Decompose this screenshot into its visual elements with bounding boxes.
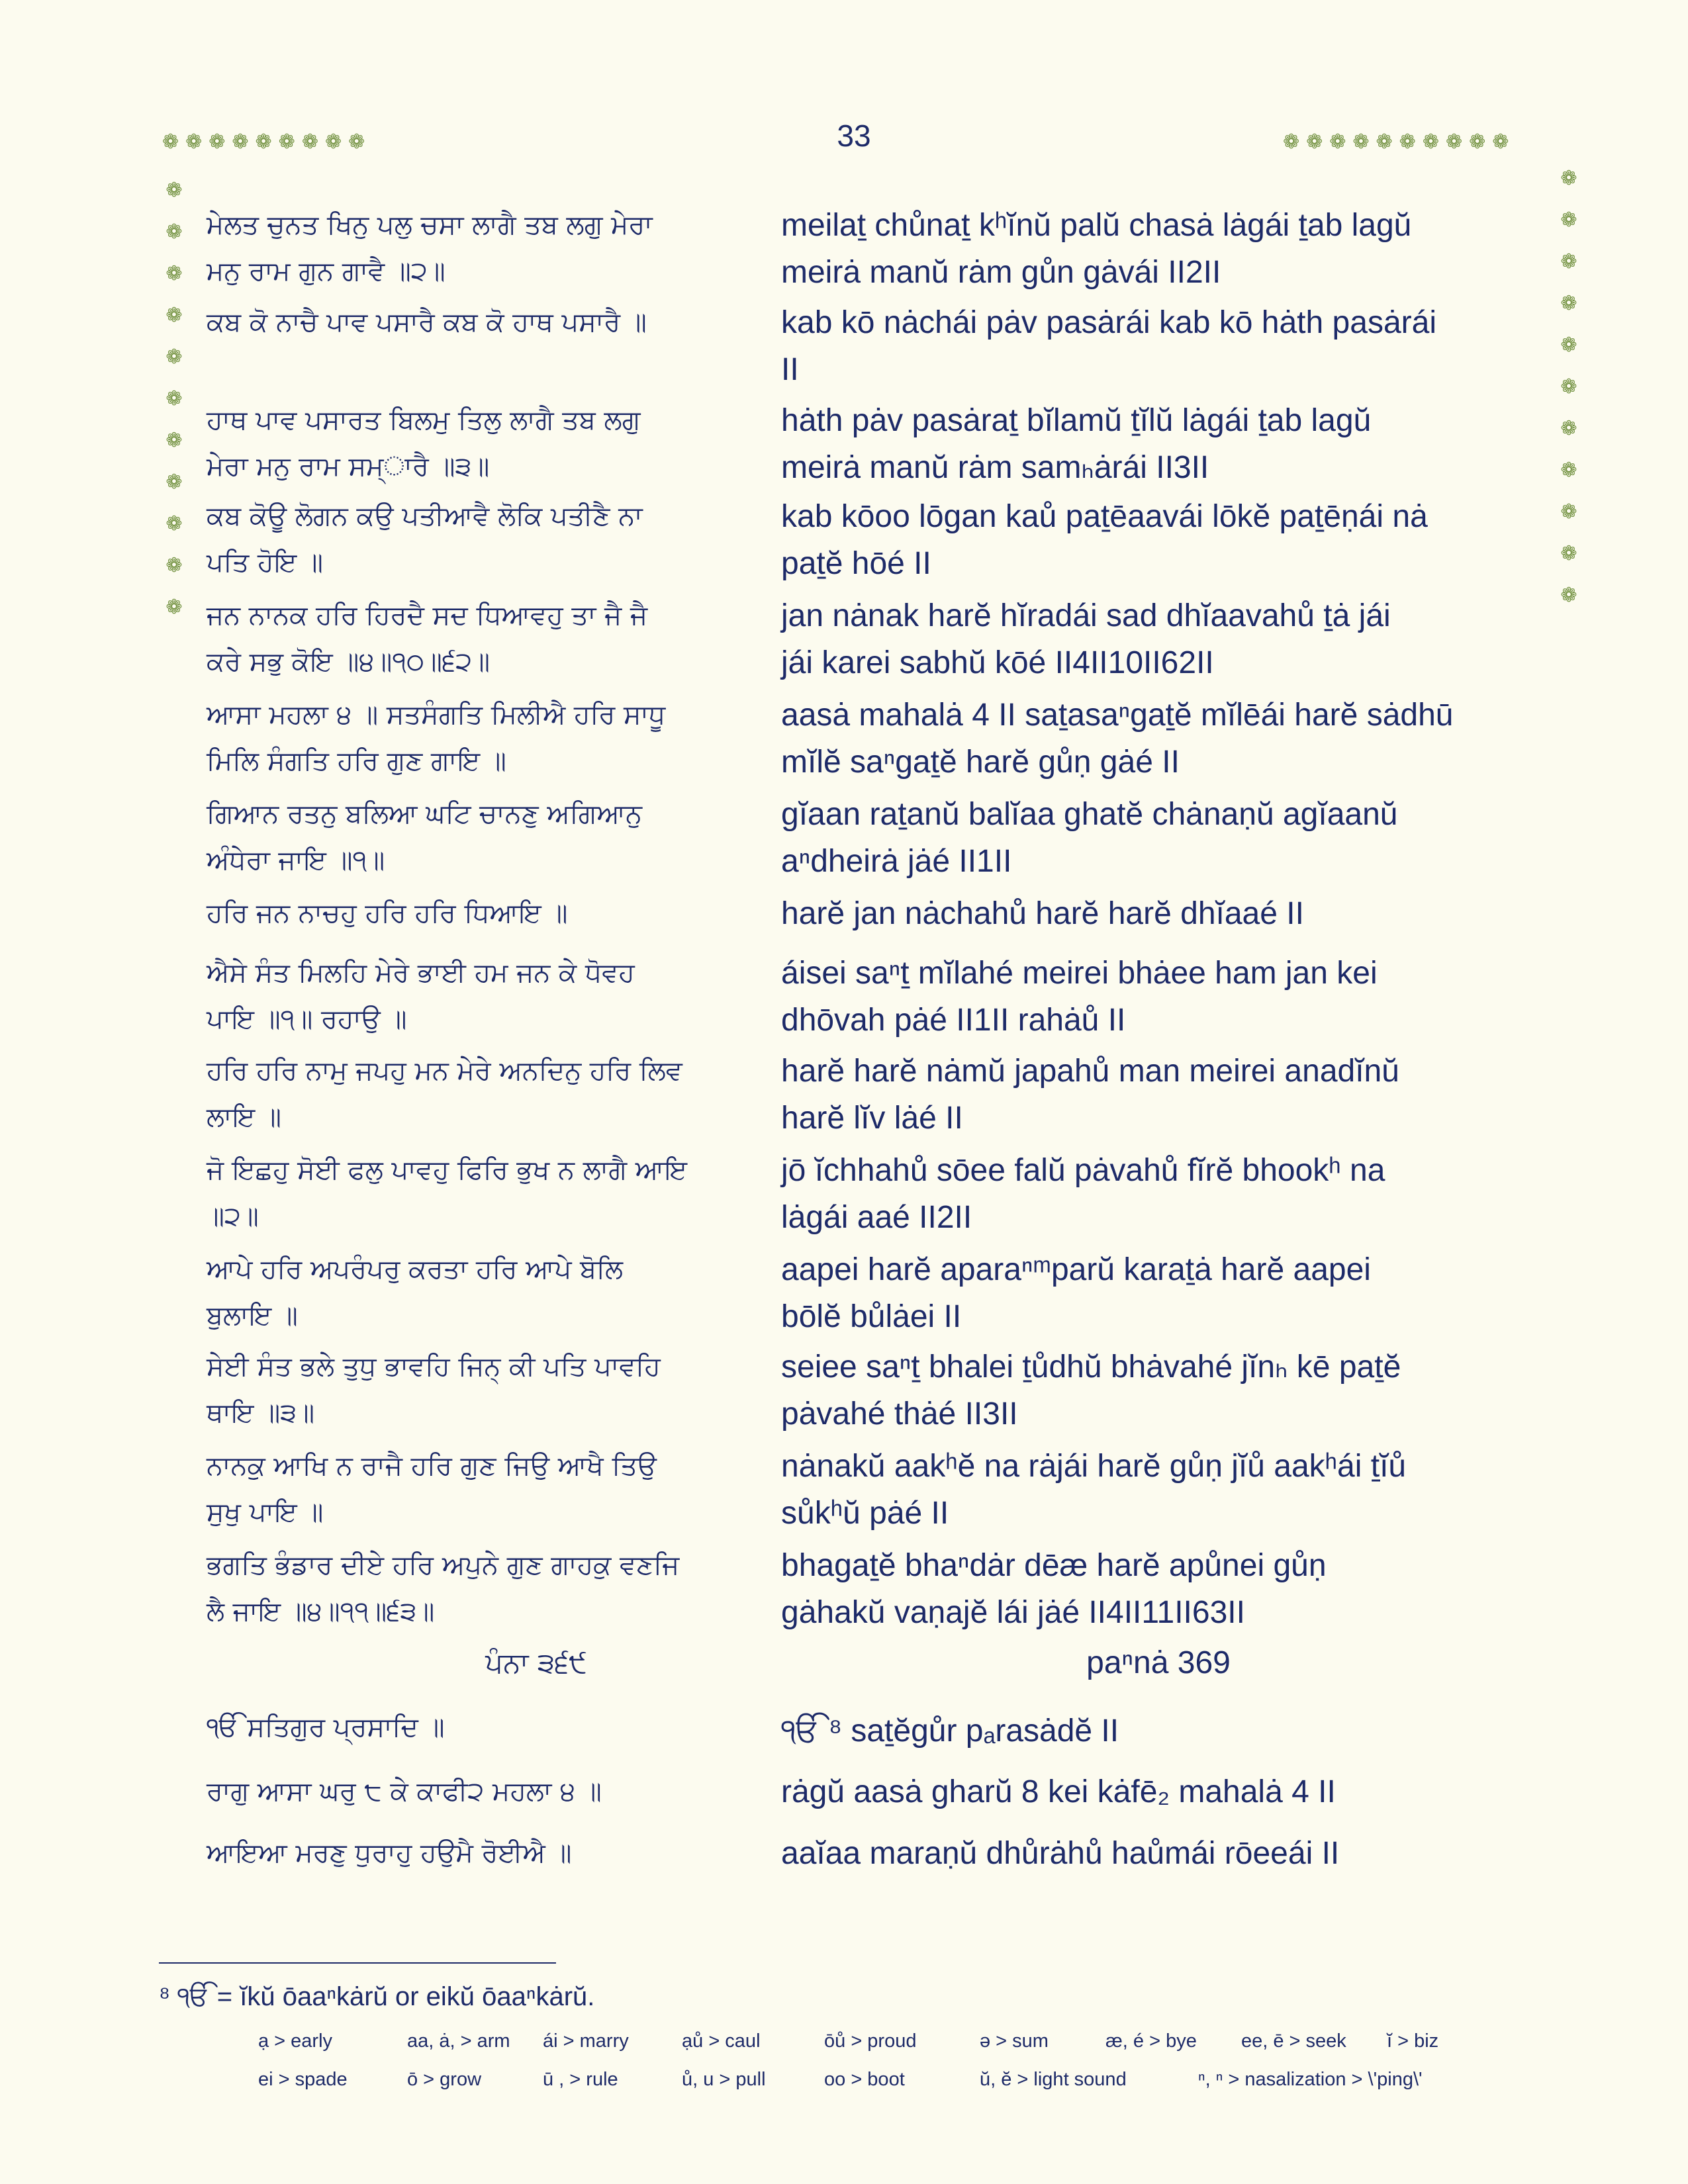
gurmukhi-line: ਹਰਿ ਜਨ ਨਾਚਹੁ ਹਰਿ ਹਰਿ ਧਿਆਇ ॥ [207, 898, 568, 929]
gurmukhi-line: ਨਾਨਕੁ ਆਖਿ ਨ ਰਾਜੈ ਹਰਿ ਗੁਣ ਜਿਉ ਆਖੈ ਤਿਉ ਸੁਖੁ ਪਾਇ ॥ [207, 1451, 657, 1527]
key-item: ạ > early [258, 2030, 333, 2052]
transliteration-line: hȧth pȧv pasȧraṯ bĭlamŭ ṯĭlŭ lȧgái ṯab lagŭ meirȧ manŭ rȧm samₕȧrái II3II [781, 403, 1372, 485]
key-item: ū , > rule [543, 2069, 618, 2090]
ornament-row-left: ❁❁❁❁❁❁❁❁❁ [162, 130, 372, 154]
page-header-gurmukhi: ਪੰਨਾ ੩੬੯ [485, 1647, 587, 1679]
key-item: ō > grow [407, 2069, 482, 2090]
gurmukhi-line: ਭਗਤਿ ਭੰਡਾਰ ਦੀਏ ਹਰਿ ਅਪੁਨੇ ਗੁਣ ਗਾਹਕੁ ਵਣਜਿ ਲੈ ਜਾਇ ॥੪॥੧੧॥੬੩॥ [207, 1550, 680, 1627]
gurmukhi-line: ਸੇਈ ਸੰਤ ਭਲੇ ਤੁਧੁ ਭਾਵਹਿ ਜਿਨ੍ ਕੀ ਪਤਿ ਪਾਵਹਿ ਥਾਇ ॥੩॥ [207, 1351, 661, 1428]
transliteration-line: harĕ harĕ nȧmŭ japahů man meirei anadĭnŭ harĕ lĭv lȧé II [781, 1054, 1399, 1136]
gurmukhi-line: ਐਸੇ ਸੰਤ ਮਿਲਹਿ ਮੇਰੇ ਭਾਈ ਹਮ ਜਨ ਕੇ ਧੋਵਹ ਪਾਇ ॥੧॥ ਰਹਾਉ ॥ [207, 958, 635, 1034]
key-item: ĭ > biz [1387, 2030, 1439, 2052]
page-header-transliteration: paⁿnȧ 369 [1086, 1645, 1231, 1680]
pronunciation-key-row [258, 2030, 1516, 2069]
ornament-column-right: ❁ ❁ ❁ ❁ ❁ ❁ ❁ ❁ ❁ ❁ ❁ [1560, 167, 1577, 607]
gurmukhi-line: ਕਬ ਕੋ ਨਾਚੈ ਪਾਵ ਪਸਾਰੈ ਕਬ ਕੋ ਹਾਥ ਪਸਾਰੈ ॥ [207, 307, 647, 338]
ornament-row-right: ❁❁❁❁❁❁❁❁❁❁ [1283, 130, 1516, 154]
gurmukhi-line: ਹਾਥ ਪਾਵ ਪਸਾਰਤ ਬਿਲਮੁ ਤਿਲੁ ਲਾਗੈ ਤਬ ਲਗੁ ਮੇਰਾ ਮਨੁ ਰਾਮ ਸਮ੍ਾਰੈ ॥੩॥ [207, 405, 641, 482]
gurmukhi-line: ਆਇਆ ਮਰਣੁ ਧੁਰਾਹੁ ਹਉਮੈ ਰੋਈਐ ॥ [207, 1838, 572, 1868]
transliteration-line: rȧgŭ aasȧ gharŭ 8 kei kȧfē₂ mahalȧ 4 II [781, 1774, 1336, 1809]
key-item: ee, ē > seek [1241, 2030, 1346, 2052]
page-number: 33 [837, 118, 871, 153]
gurmukhi-line: ਰਾਗੁ ਆਸਾ ਘਰੁ ੮ ਕੇ ਕਾਫੀ੨ ਮਹਲਾ ੪ ॥ [207, 1776, 602, 1807]
gurmukhi-line: ੴ ਸਤਿਗੁਰ ਪ੍ਰਸਾਦਿ ॥ [207, 1712, 445, 1743]
key-item: ái > marry [543, 2030, 629, 2052]
transliteration-line: aaĭaa maraṇŭ dhůrȧhů haůmái rōeeái II [781, 1836, 1340, 1871]
transliteration-line: aapei harĕ aparaⁿᵐparŭ karaṯȧ harĕ aapei bōlĕ bůlȧei II [781, 1252, 1371, 1334]
transliteration-line: jan nȧnak harĕ hĭradái sad dhĭaavahů ṯȧ jái jái karei sabhŭ kōé II4II10II62II [781, 598, 1391, 680]
key-item: ⁿ, ⁿ > nasalization > \'ping\' [1198, 2069, 1423, 2090]
transliteration-line: bhagaṯĕ bhaⁿdȧr dēæ harĕ apůnei gůṇ gȧhakŭ vaṇajĕ lái jȧé II4II11II63II [781, 1548, 1327, 1630]
key-item: ei > spade [258, 2069, 348, 2090]
transliteration-line: gĭaan raṯanŭ balĭaa ghatĕ chȧnaṇŭ agĭaanŭ aⁿdheirȧ jȧé II1II [781, 797, 1398, 879]
gurmukhi-line: ਗਿਆਨ ਰਤਨੁ ਬਲਿਆ ਘਟਿ ਚਾਨਣੁ ਅਗਿਆਨੁ ਅੰਧੇਰਾ ਜਾਇ ॥੧॥ [207, 799, 642, 876]
pronunciation-key [258, 2030, 1516, 2107]
transliteration-line: jō ĭchhahů sōee falŭ pȧvahů fĭrĕ bhookʰ na lȧgái aaé II2II [781, 1153, 1385, 1235]
key-item: ōů > proud [824, 2030, 917, 2052]
footnote: ⁸ ੴ = ĭkŭ ōaaⁿkȧrŭ or eikŭ ōaaⁿkȧrŭ. [159, 1982, 595, 2011]
gurmukhi-line: ਆਪੇ ਹਰਿ ਅਪਰੰਪਰੁ ਕਰਤਾ ਹਰਿ ਆਪੇ ਬੋਲਿ ਬੁਲਾਇ ॥ [207, 1254, 624, 1331]
transliteration-line: nȧnakŭ aakʰĕ na rȧjái harĕ gůṇ jĭů aakʰái ṯĭů sůkʰŭ pȧé II [781, 1449, 1407, 1531]
key-item: ŭ, ĕ > light sound [980, 2069, 1127, 2090]
gurmukhi-line: ਜਨ ਨਾਨਕ ਹਰਿ ਹਿਰਦੈ ਸਦ ਧਿਆਵਹੁ ਤਾ ਜੈ ਜੈ ਕਰੇ ਸਭੁ ਕੋਇ ॥੪॥੧੦॥੬੨॥ [207, 600, 648, 677]
key-item: ů, u > pull [682, 2069, 766, 2090]
ornament-column-left: ❁ ❁ ❁ ❁ ❁ ❁ ❁ ❁ ❁ ❁ ❁ [165, 179, 183, 619]
key-item: æ, é > bye [1105, 2030, 1197, 2052]
key-item: aa, ȧ, > arm [407, 2030, 510, 2052]
transliteration-line: harĕ jan nȧchahů harĕ harĕ dhĭaaé II [781, 896, 1304, 931]
gurmukhi-line: ਮੇਲਤ ਚੁਨਤ ਖਿਨੁ ਪਲੁ ਚਸਾ ਲਾਗੈ ਤਬ ਲਗੁ ਮੇਰਾ ਮਨੁ ਰਾਮ ਗੁਨ ਗਾਵੈ ॥੨॥ [207, 210, 653, 287]
key-item: ə > sum [980, 2030, 1049, 2052]
transliteration-line: ੴ ⁸ saṯĕgůr pₐrasȧdĕ II [781, 1713, 1119, 1749]
key-item: ạů > caul [682, 2030, 761, 2052]
transliteration-line: áisei saⁿṯ mĭlahé meirei bhȧee ham jan kei dhōvah pȧé II1II rahȧů II [781, 956, 1378, 1038]
gurmukhi-line: ਆਸਾ ਮਹਲਾ ੪ ॥ ਸਤਸੰਗਤਿ ਮਿਲੀਐ ਹਰਿ ਸਾਧੂ ਮਿਲਿ ਸੰਗਤਿ ਹਰਿ ਗੁਣ ਗਾਇ ॥ [207, 700, 666, 776]
transliteration-line: meilaṯ chůnaṯ kʰĭnŭ palŭ chasȧ lȧgái ṯab lagŭ meirȧ manŭ rȧm gůn gȧvái II2II [781, 208, 1412, 290]
transliteration-line: kab kōoo lōgan kaů paṯēaavái lōkĕ paṯēṇái nȧ paṯĕ hōé II [781, 499, 1428, 581]
pronunciation-key-row [258, 2069, 1516, 2107]
transliteration-line: aasȧ mahalȧ 4 II saṯasaⁿgaṯĕ mĭlēái harĕ sȧdhū mĭlĕ saⁿgaṯĕ harĕ gůṇ gȧé II [781, 698, 1454, 780]
transliteration-line: seiee saⁿṯ bhalei ṯůdhŭ bhȧvahé jĭnₕ kē paṯĕ pȧvahé thȧé II3II [781, 1349, 1401, 1432]
gurmukhi-line: ਜੋ ਇਛਹੁ ਸੋਈ ਫਲੁ ਪਾਵਹੁ ਫਿਰਿ ਭੁਖ ਨ ਲਾਗੈ ਆਇ ॥੨॥ [207, 1155, 688, 1232]
gurmukhi-line: ਹਰਿ ਹਰਿ ਨਾਮੁ ਜਪਹੁ ਮਨ ਮੇਰੇ ਅਨਦਿਨੁ ਹਰਿ ਲਿਵ ਲਾਇ ॥ [207, 1056, 682, 1132]
footnote-divider [159, 1962, 556, 1964]
transliteration-line: kab kō nȧchái pȧv pasȧrái kab kō hȧth pasȧrái II [781, 305, 1436, 387]
key-item: oo > boot [824, 2069, 905, 2090]
gurmukhi-line: ਕਬ ਕੋਊ ਲੋਗਨ ਕਉ ਪਤੀਆਵੈ ਲੋਕਿ ਪਤੀਣੈ ਨਾ ਪਤਿ ਹੋਇ ॥ [207, 501, 643, 578]
